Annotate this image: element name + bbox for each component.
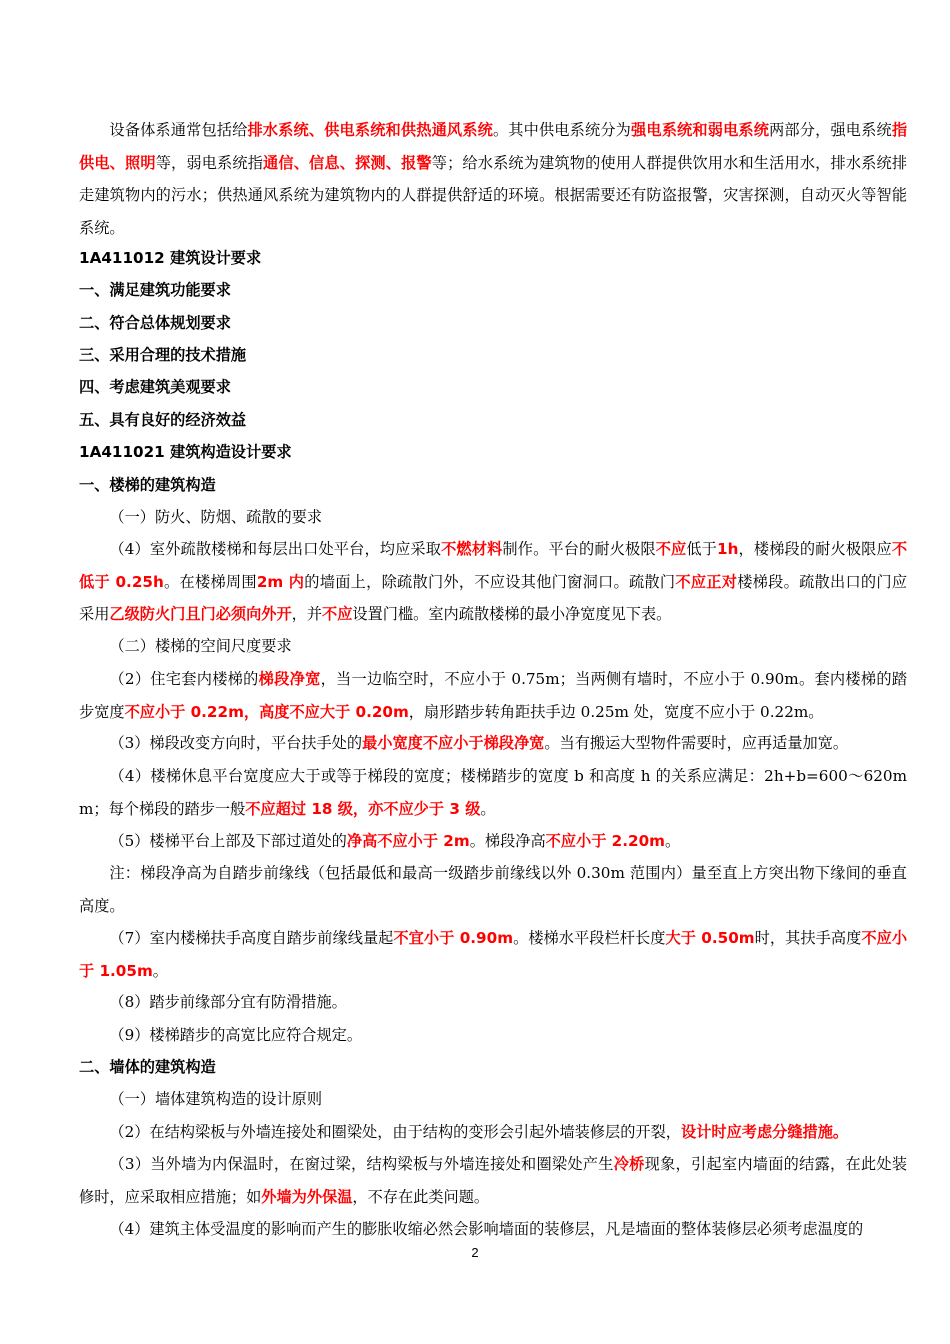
- body-text: 设置门槛。室内疏散楼梯的最小净宽度见下表。: [352, 605, 672, 624]
- emphasis-text: 不应: [322, 605, 353, 624]
- body-text: （一）墙体建筑构造的设计原则: [109, 1090, 323, 1108]
- body-text: （3）梯段改变方向时，平台扶手处的: [109, 734, 363, 752]
- body-text: 。楼梯水平段栏杆长度: [513, 929, 666, 947]
- emphasis-text: 2m 内: [256, 572, 305, 591]
- body-text: 低于: [686, 540, 717, 558]
- paragraph-stair-net-width: [79, 663, 907, 728]
- emphasis-text: 设计时应考虑分缝措施。: [681, 1123, 849, 1141]
- body-text: 二、符合总体规划要求: [79, 314, 231, 332]
- body-text: 。: [152, 961, 168, 980]
- section-heading-1a411021: [79, 436, 907, 469]
- emphasis-text: 不应: [655, 540, 687, 558]
- body-text: 。当有搬运大型物件需要时，应再适量加宽。: [544, 734, 849, 752]
- body-text: 等；给水系统为建筑物的使用人群提供饮用水和生活用水，排水系统排走建筑物内的污水；供热通风系统为建筑物内的人群提供舒适的环境。根据需要还有防盗报警，灾害探测，自动灭火等智能系统。: [79, 153, 908, 237]
- emphasis-text: 大于 0.50m: [665, 929, 755, 947]
- emphasis-text: 不应小于 0.22m，高度不应大于 0.20m: [124, 702, 409, 721]
- body-text: 二、墙体的建筑构造: [79, 1058, 216, 1076]
- paragraph-insulation-cold-bridge: [79, 1148, 907, 1213]
- heading-stair-construction: [79, 469, 907, 502]
- body-text: 注：梯段净高为自踏步前缘线（包括最低和最高一级踏步前缘线以外 0.30m 范围内）量至直上方突出物下缘间的垂直高度。: [79, 864, 907, 915]
- emphasis-text: 不应小于 1.05m: [79, 929, 908, 980]
- emphasis-text: 不低于 0.25h: [79, 540, 907, 591]
- emphasis-text: 梯段净宽: [258, 670, 321, 688]
- body-text: （7）室内楼梯扶手高度自踏步前缘线量起: [109, 929, 394, 947]
- paragraph-thermal-expansion: [79, 1213, 907, 1246]
- body-text: （4）楼梯休息平台宽度应大于或等于梯段的宽度；楼梯踏步的宽度 b 和高度 h 的关系应满足：2h+b=600～620mm；每个梯段的踏步一般: [79, 767, 907, 818]
- paragraph-joint-measures: [79, 1116, 907, 1149]
- paragraph-note-headroom: [79, 857, 907, 922]
- emphasis-text: 不应小于 2.20m: [545, 832, 665, 850]
- body-text: （一）防火、防烟、疏散的要求: [109, 508, 323, 526]
- body-text: 。其中供电系统分为: [492, 121, 632, 139]
- emphasis-text: 排水系统、供电系统和供热通风系统: [247, 121, 493, 139]
- body-text: 。梯段净高: [469, 832, 546, 850]
- body-text: ，不存在此类问题。: [352, 1187, 490, 1206]
- paragraph-landing-width: [79, 760, 907, 825]
- heading-aesthetic-requirements: [79, 371, 907, 404]
- heading-wall-construction: [79, 1051, 907, 1084]
- body-text: （二）楼梯的空间尺度要求: [109, 637, 292, 655]
- body-text: 楼梯段。疏散出口的门应采用: [79, 572, 908, 624]
- body-text: 。在楼梯周围: [163, 572, 257, 591]
- subheading-wall-design-principles: [79, 1083, 907, 1116]
- section-heading-1a411012: [79, 242, 907, 275]
- emphasis-text: 冷桥: [613, 1155, 645, 1173]
- heading-planning-requirements: [79, 307, 907, 340]
- body-text: 现象，引起室内墙面的结露，在此处装修时，应采取相应措施；如: [79, 1155, 908, 1206]
- paragraph-riser-ratio: [79, 1019, 907, 1052]
- emphasis-text: 1h: [717, 540, 739, 558]
- paragraph-direction-change: [79, 727, 907, 760]
- paragraph-handrail-height: [79, 922, 907, 987]
- body-text: （2）在结构梁板与外墙连接处和圈梁处，由于结构的变形会引起外墙装修层的开裂，: [109, 1123, 681, 1141]
- emphasis-text: 外墙为外保温: [261, 1187, 353, 1206]
- emphasis-text: 不应超过 18 级，亦不应少于 3 级: [245, 799, 481, 818]
- emphasis-text: 不燃材料: [441, 540, 503, 558]
- body-text: （8）踏步前缘部分宜有防滑措施。: [109, 993, 347, 1011]
- body-text: 一、满足建筑功能要求: [79, 281, 231, 299]
- body-text: ，楼梯段的耐火极限应: [738, 540, 892, 558]
- body-text: （4）室外疏散楼梯和每层出口处平台，均应采取: [109, 540, 442, 558]
- body-text: 时，其扶手高度: [754, 929, 862, 947]
- heading-technical-measures: [79, 339, 907, 372]
- paragraph-equipment-systems: [79, 114, 907, 244]
- page-number: 2: [471, 1245, 479, 1260]
- emphasis-text: 强电系统和弱电系统: [631, 121, 770, 139]
- body-text: ，并: [291, 605, 322, 624]
- heading-functional-requirements: [79, 274, 907, 307]
- emphasis-text: 通信、信息、探测、报警: [263, 153, 432, 172]
- body-text: 的墙面上，除疏散门外，不应设其他门窗洞口。疏散门: [304, 572, 676, 591]
- subheading-stair-dimensions: [79, 630, 907, 663]
- body-text: （3）当外墙为内保温时，在窗过梁，结构梁板与外墙连接处和圈梁处产生: [109, 1155, 614, 1173]
- body-text: 。: [480, 799, 496, 818]
- subheading-fire-smoke-evacuation: [79, 501, 907, 534]
- body-text: （9）楼梯踏步的高宽比应符合规定。: [109, 1026, 363, 1044]
- paragraph-anti-slip: [79, 986, 907, 1019]
- body-text: 。: [664, 832, 681, 850]
- emphasis-text: 不应正对: [675, 572, 738, 591]
- body-text: 四、考虑建筑美观要求: [79, 378, 231, 396]
- body-text: （2）住宅套内楼梯的: [109, 670, 259, 688]
- body-text: 1A411012 建筑设计要求: [79, 249, 262, 267]
- paragraph-outdoor-evacuation-stairs: [79, 533, 907, 631]
- emphasis-text: 净高不应小于 2m: [346, 832, 470, 850]
- body-text: 三、采用合理的技术措施: [79, 346, 247, 364]
- paragraph-headroom: [79, 825, 907, 858]
- body-text: 五、具有良好的经济效益: [79, 411, 247, 429]
- body-text: 一、楼梯的建筑构造: [79, 476, 216, 494]
- body-text: 制作。平台的耐火极限: [502, 540, 656, 558]
- body-text: 等，弱电系统指: [155, 153, 264, 172]
- body-text: ，扇形踏步转角距扶手边 0.25m 处，宽度不应小于 0.22m。: [408, 702, 824, 721]
- body-text: 两部分，强电系统: [769, 121, 892, 139]
- body-text: （4）建筑主体受温度的影响而产生的膨胀收缩必然会影响墙面的装修层，凡是墙面的整体装修层必须考虑温度的: [109, 1220, 864, 1238]
- emphasis-text: 指供电、照明: [79, 121, 908, 172]
- body-text: （5）楼梯平台上部及下部过道处的: [109, 832, 347, 850]
- body-text: 1A411021 建筑构造设计要求: [79, 443, 292, 461]
- heading-economic-benefits: [79, 404, 907, 437]
- emphasis-text: 最小宽度不应小于梯段净宽: [362, 734, 545, 752]
- body-text: ，当一边临空时，不应小于 0.75m；当两侧有墙时，不应小于 0.90m。套内楼梯的踏步宽度: [79, 670, 908, 721]
- emphasis-text: 乙级防火门且门必须向外开: [109, 605, 292, 624]
- emphasis-text: 不宜小于 0.90m: [393, 929, 514, 947]
- body-text: 设备体系通常包括给: [109, 121, 248, 139]
